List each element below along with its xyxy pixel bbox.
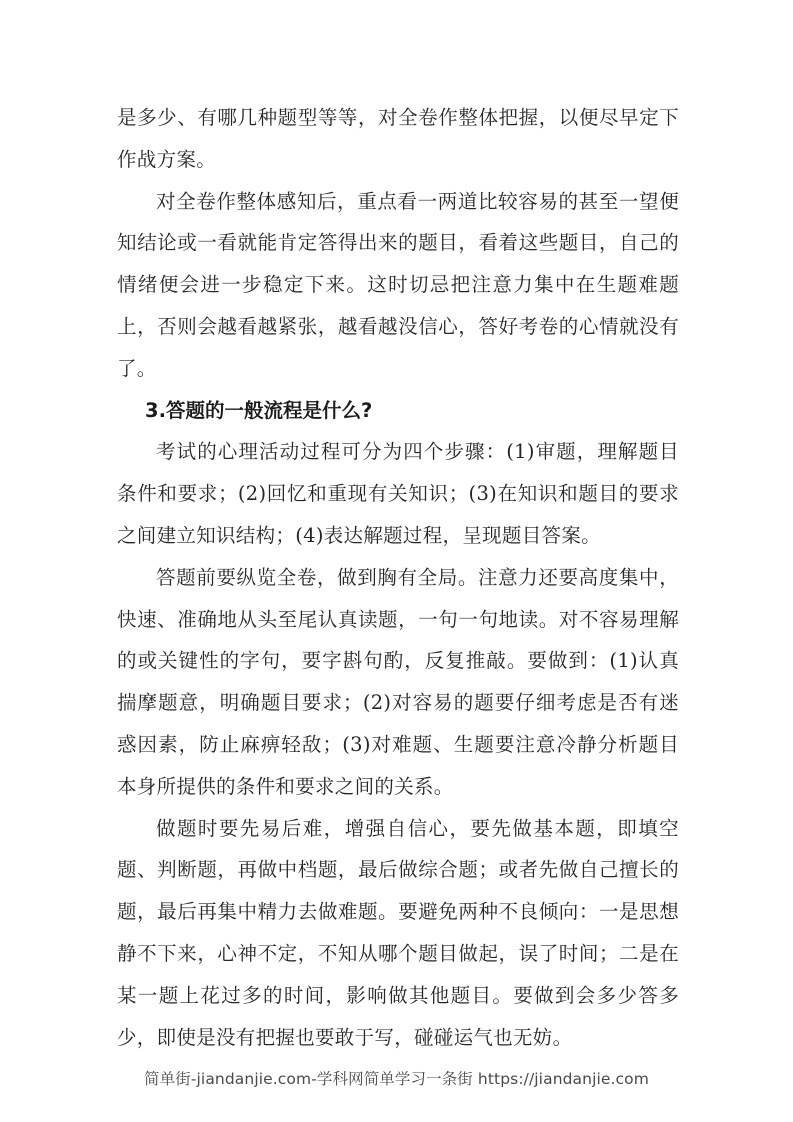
document-page xyxy=(117,97,679,1058)
paragraph-four-steps: 考试的心理活动过程可分为四个步骤：(1)审题，理解题目条件和要求；(2)回忆和重现有关知识；(3)在知识和题目的要求之间建立知识结构；(4)表达解题过程，呈现题目答案。 xyxy=(117,440,679,547)
paragraph-overview-continuation: 是多少、有哪几种题型等等，对全卷作整体把握，以便尽早定下作战方案。 xyxy=(117,106,679,171)
page-footer-watermark: 简单街-jiandanjie.com-学科网简单学习一条街 https://jiandanjie.com xyxy=(144,1070,649,1088)
section-heading-answer-process: 3.答题的一般流程是什么? xyxy=(145,398,373,422)
paragraph-read-questions: 答题前要纵览全卷，做到胸有全局。注意力还要高度集中，快速、准确地从头至尾认真读题，一句一句地读。对不容易理解的或关键性的字句，要字斟句酌，反复推敲。要做到：(1)认真揣摩题意，明确题目要求；(2)对容易的题要仔细考虑是否有迷惑因素，防止麻痹轻敌；(3)对难题、生题要注意冷静分析题目本身所提供的条件和要求之间的关系。 xyxy=(117,565,679,798)
paragraph-easy-first: 做题时要先易后难，增强自信心，要先做基本题，即填空题、判断题，再做中档题，最后做综合题；或者先做自己擅长的题，最后再集中精力去做难题。要避免两种不良倾向：一是思想静不下来，心神不定，不知从哪个题目做起，误了时间；二是在某一题上花过多的时间，影响做其他题目。要做到会多少答多少，即使是没有把握也要敢于写，碰碰运气也无妨。 xyxy=(117,816,679,1049)
paragraph-focus-easy-questions: 对全卷作整体感知后，重点看一两道比较容易的甚至一望便知结论或一看就能肯定答得出来的题目，看着这些题目，自己的情绪便会进一步稳定下来。这时切忌把注意力集中在生题难题上，否则会越看越紧张，越看越没信心，答好考卷的心情就没有了。 xyxy=(117,189,679,380)
